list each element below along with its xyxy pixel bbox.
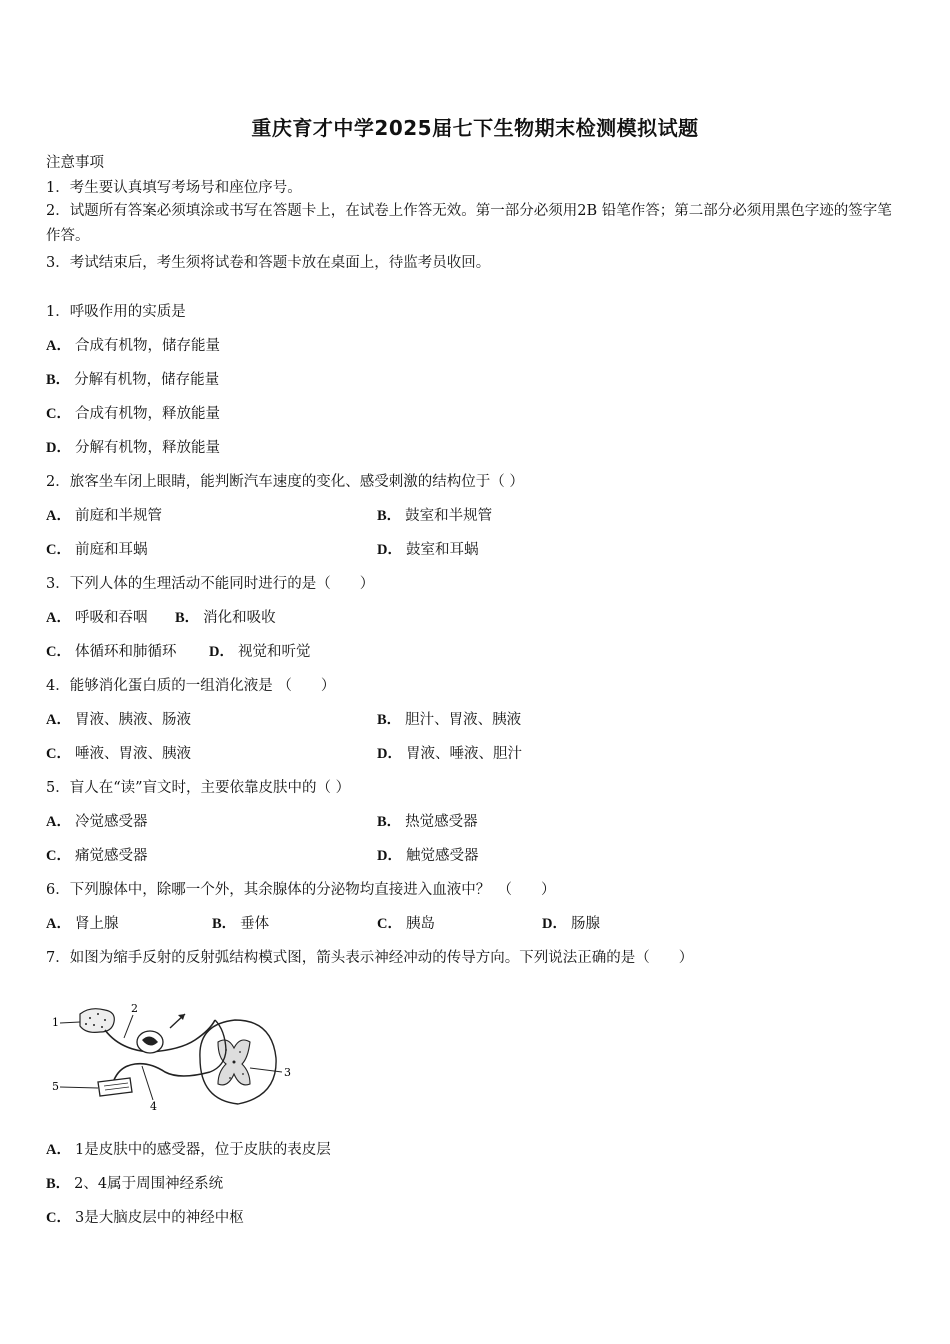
question-3-option-b[interactable]: B． 消化和吸收 (175, 610, 276, 626)
question-7-option-a[interactable]: A． 1是皮肤中的感受器，位于皮肤的表皮层 (46, 1142, 331, 1158)
question-2-option-a[interactable]: A． 前庭和半规管 (46, 508, 162, 524)
question-7-option-b[interactable]: B． 2、4属于周围神经系统 (46, 1176, 224, 1192)
figure-label-3: 3 (284, 1066, 291, 1079)
question-1-option-a[interactable]: A． 合成有机物，储存能量 (46, 338, 220, 354)
question-6-option-c[interactable]: C． 胰岛 (377, 916, 435, 932)
question-4-option-a[interactable]: A． 胃液、胰液、肠液 (46, 712, 191, 728)
question-1-option-c[interactable]: C． 合成有机物，释放能量 (46, 406, 220, 422)
question-2-option-b[interactable]: B． 鼓室和半规管 (377, 508, 493, 524)
question-4-stem: 4．能够消化蛋白质的一组消化液是 （ ） (46, 678, 336, 694)
question-6-option-d[interactable]: D． 肠腺 (542, 916, 600, 932)
page-title: 重庆育才中学2025届七下生物期末检测模拟试题 (251, 116, 699, 140)
question-5-option-b[interactable]: B． 热觉感受器 (377, 814, 478, 830)
receptor-shape (80, 1009, 114, 1033)
question-1-stem: 1．呼吸作用的实质是 (46, 304, 186, 320)
notice-item-1: 1．考生要认真填写考场号和座位序号。 (46, 180, 302, 196)
notice-heading: 注意事项 (46, 155, 104, 171)
notice-item-3: 3．考试结束后，考生须将试卷和答题卡放在桌面上，待监考员收回。 (46, 255, 491, 271)
question-7-option-c[interactable]: C． 3是大脑皮层中的神经中枢 (46, 1210, 244, 1226)
question-4-option-c[interactable]: C． 唾液、胃液、胰液 (46, 746, 191, 762)
question-3-option-a[interactable]: A． 呼吸和吞咽 (46, 610, 148, 626)
figure-label-5: 5 (52, 1080, 59, 1093)
question-1-option-b[interactable]: B． 分解有机物，储存能量 (46, 372, 220, 388)
question-1-option-d[interactable]: D． 分解有机物，释放能量 (46, 440, 220, 456)
question-6-stem: 6．下列腺体中，除哪一个外，其余腺体的分泌物均直接进入血液中？ （ ） (46, 882, 556, 898)
question-2-option-d[interactable]: D． 鼓室和耳蜗 (377, 542, 479, 558)
reflex-arc-diagram (50, 1000, 300, 1112)
figure-label-4: 4 (150, 1100, 157, 1112)
question-4-option-d[interactable]: D． 胃液、唾液、胆汁 (377, 746, 522, 762)
question-3-stem: 3．下列人体的生理活动不能同时进行的是（ ） (46, 576, 375, 592)
question-3-option-c[interactable]: C． 体循环和肺循环 (46, 644, 177, 660)
question-5-option-c[interactable]: C． 痛觉感受器 (46, 848, 148, 864)
question-4-option-b[interactable]: B． 胆汁、胃液、胰液 (377, 712, 522, 728)
question-5-stem: 5．盲人在“读”盲文时，主要依靠皮肤中的（ ） (46, 780, 351, 796)
question-6-option-b[interactable]: B． 垂体 (212, 916, 270, 932)
question-7-stem: 7．如图为缩手反射的反射弧结构模式图，箭头表示神经冲动的传导方向。下列说法正确的是（ ） (46, 950, 694, 966)
question-2-option-c[interactable]: C． 前庭和耳蜗 (46, 542, 148, 558)
notice-item-2: 2．试题所有答案必须填涂或书写在答题卡上，在试卷上作答无效。第一部分必须用2B 铅笔作答；第二部分必须用黑色字迹的签字笔作答。 (46, 203, 892, 244)
figure-label-2: 2 (131, 1002, 138, 1015)
question-5-option-a[interactable]: A． 冷觉感受器 (46, 814, 148, 830)
question-6-option-a[interactable]: A． 肾上腺 (46, 916, 119, 932)
question-3-option-d[interactable]: D． 视觉和听觉 (209, 644, 311, 660)
question-5-option-d[interactable]: D． 触觉感受器 (377, 848, 479, 864)
question-2-stem: 2．旅客坐车闭上眼睛，能判断汽车速度的变化、感受刺激的结构位于（ ） (46, 474, 524, 490)
figure-label-1: 1 (52, 1016, 59, 1029)
